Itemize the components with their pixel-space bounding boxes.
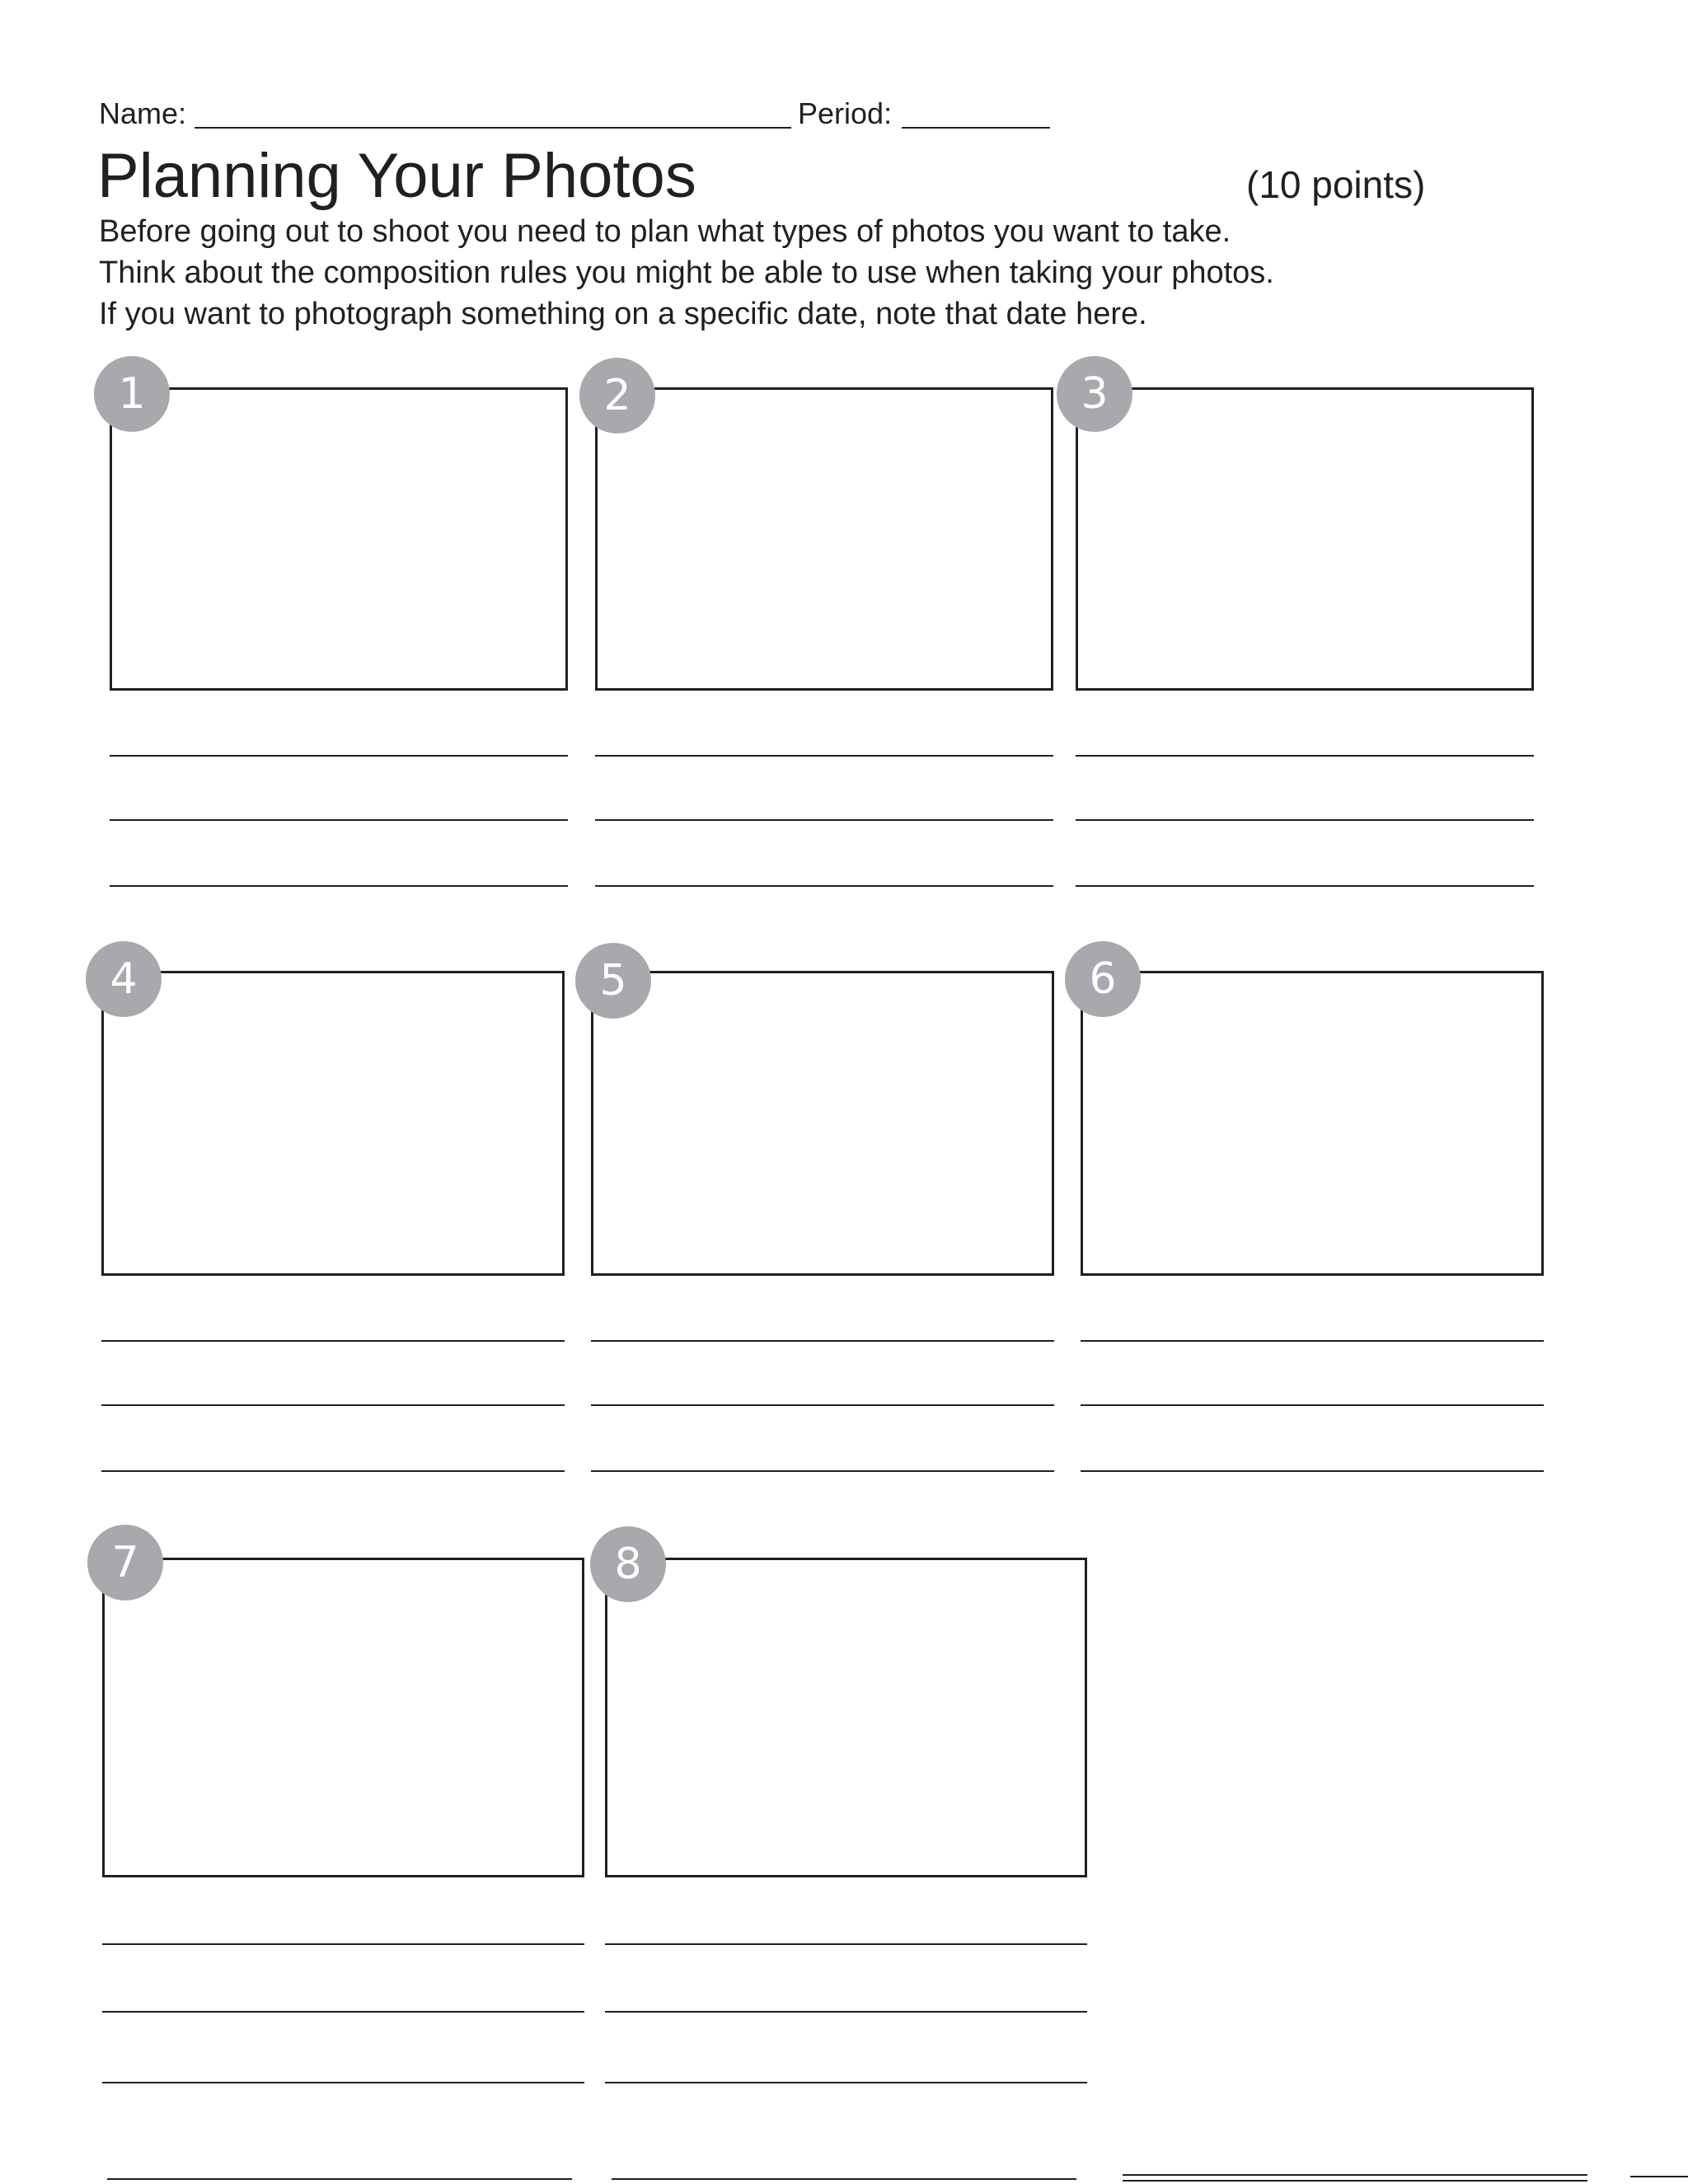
note-line-8b[interactable] xyxy=(605,2011,1087,2013)
frame-number-badge-5: 5 xyxy=(575,943,651,1019)
photo-frame-2[interactable] xyxy=(595,387,1053,691)
note-line-1b[interactable] xyxy=(110,819,568,821)
note-line-3a[interactable] xyxy=(1076,755,1534,757)
note-line-2b[interactable] xyxy=(595,819,1053,821)
bottom-line-3a xyxy=(1123,2174,1587,2176)
note-line-4c[interactable] xyxy=(101,1470,565,1472)
points-label: (10 points) xyxy=(1246,163,1426,206)
period-field-line[interactable] xyxy=(902,127,1050,129)
frame-number-badge-6: 6 xyxy=(1065,941,1141,1017)
note-line-4a[interactable] xyxy=(101,1340,565,1342)
frame-number-badge-8: 8 xyxy=(590,1526,666,1602)
name-label: Name: xyxy=(99,96,187,130)
bottom-line-1 xyxy=(107,2178,572,2180)
photo-frame-3[interactable] xyxy=(1076,387,1534,691)
note-line-8c[interactable] xyxy=(605,2082,1087,2083)
note-line-2a[interactable] xyxy=(595,755,1053,757)
note-line-6a[interactable] xyxy=(1081,1340,1544,1342)
note-line-2c[interactable] xyxy=(595,885,1053,887)
note-line-1c[interactable] xyxy=(110,885,568,887)
bottom-line-3b xyxy=(1123,2180,1587,2182)
frame-number-badge-3: 3 xyxy=(1057,356,1132,432)
note-line-7c[interactable] xyxy=(102,2082,584,2083)
photo-frame-6[interactable] xyxy=(1081,971,1544,1276)
period-label: Period: xyxy=(798,96,893,130)
note-line-3c[interactable] xyxy=(1076,885,1534,887)
frame-number-badge-7: 7 xyxy=(87,1525,163,1601)
note-line-6c[interactable] xyxy=(1081,1470,1544,1472)
instruction-line-3: If you want to photograph something on a specific date, note that date here. xyxy=(99,297,1147,331)
note-line-5a[interactable] xyxy=(591,1340,1054,1342)
photo-frame-1[interactable] xyxy=(110,387,568,691)
note-line-4b[interactable] xyxy=(101,1404,565,1406)
photo-frame-7[interactable] xyxy=(102,1558,584,1877)
note-line-6b[interactable] xyxy=(1081,1404,1544,1406)
note-line-1a[interactable] xyxy=(110,755,568,757)
note-line-5c[interactable] xyxy=(591,1470,1054,1472)
frame-number-badge-1: 1 xyxy=(94,356,170,432)
frame-number-badge-2: 2 xyxy=(579,358,655,434)
bottom-line-4 xyxy=(1630,2176,1688,2177)
name-field-line[interactable] xyxy=(195,127,791,129)
page-title: Planning Your Photos xyxy=(97,141,696,211)
note-line-8a[interactable] xyxy=(605,1943,1087,1945)
note-line-5b[interactable] xyxy=(591,1404,1054,1406)
note-line-7a[interactable] xyxy=(102,1943,584,1945)
photo-frame-5[interactable] xyxy=(591,971,1054,1276)
photo-frame-8[interactable] xyxy=(605,1558,1087,1877)
bottom-line-2 xyxy=(612,2178,1076,2180)
note-line-7b[interactable] xyxy=(102,2011,584,2013)
photo-frame-4[interactable] xyxy=(101,971,565,1276)
frame-number-badge-4: 4 xyxy=(86,941,162,1017)
instruction-line-2: Think about the composition rules you might be able to use when taking your photos. xyxy=(99,255,1274,290)
instruction-line-1: Before going out to shoot you need to plan what types of photos you want to take. xyxy=(99,214,1231,249)
note-line-3b[interactable] xyxy=(1076,819,1534,821)
